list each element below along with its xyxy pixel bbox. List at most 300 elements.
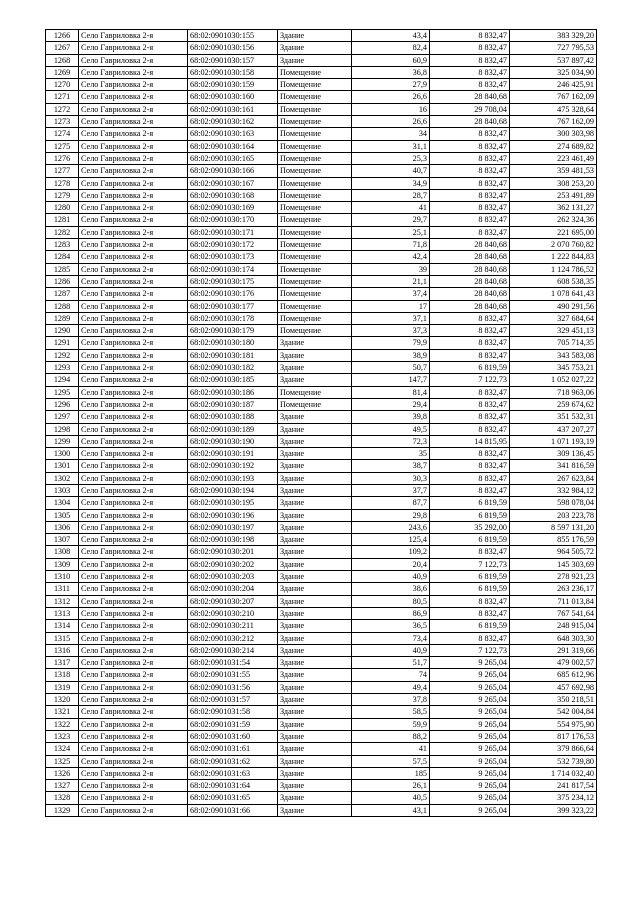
cadastral-value-cell: 598 078,04 (510, 497, 597, 509)
specific-value-cell: 8 832,47 (430, 66, 510, 78)
object-type-cell: Помещение (278, 128, 352, 140)
table-row (46, 325, 597, 337)
table-row (46, 484, 597, 496)
cadastral-number-cell: 68:02:0901030:159 (188, 79, 278, 91)
table-row (46, 189, 597, 201)
cadastral-value-cell: 291 319,66 (510, 644, 597, 656)
table-row (46, 644, 597, 656)
area-cell: 21,1 (352, 275, 430, 287)
area-cell: 36,8 (352, 66, 430, 78)
cadastral-value-cell: 1 124 786,52 (510, 263, 597, 275)
specific-value-cell: 8 832,47 (430, 226, 510, 238)
area-cell: 58,5 (352, 706, 430, 718)
settlement-cell: Село Гавриловка 2-я (79, 669, 188, 681)
specific-value-cell: 8 832,47 (430, 128, 510, 140)
area-cell: 41 (352, 202, 430, 214)
table-row (46, 54, 597, 66)
settlement-cell: Село Гавриловка 2-я (79, 620, 188, 632)
settlement-cell: Село Гавриловка 2-я (79, 497, 188, 509)
cadastral-number-cell: 68:02:0901030:198 (188, 534, 278, 546)
table-row (46, 30, 597, 42)
object-type-cell: Здание (278, 767, 352, 779)
area-cell: 43,1 (352, 804, 430, 816)
cadastral-number-cell: 68:02:0901030:166 (188, 165, 278, 177)
cadastral-number-cell: 68:02:0901030:165 (188, 152, 278, 164)
table-row (46, 152, 597, 164)
specific-value-cell: 8 832,47 (430, 386, 510, 398)
row-number-cell: 1279 (46, 189, 79, 201)
area-cell: 50,7 (352, 362, 430, 374)
settlement-cell: Село Гавриловка 2-я (79, 558, 188, 570)
row-number-cell: 1306 (46, 521, 79, 533)
table-row (46, 767, 597, 779)
specific-value-cell: 6 819,59 (430, 571, 510, 583)
specific-value-cell: 7 122,73 (430, 558, 510, 570)
row-number-cell: 1281 (46, 214, 79, 226)
settlement-cell: Село Гавриловка 2-я (79, 312, 188, 324)
cadastral-value-cell: 457 692,98 (510, 681, 597, 693)
object-type-cell: Здание (278, 644, 352, 656)
cadastral-value-cell: 345 753,21 (510, 362, 597, 374)
cadastral-value-cell: 308 253,20 (510, 177, 597, 189)
table-row (46, 607, 597, 619)
area-cell: 26,6 (352, 91, 430, 103)
object-type-cell: Помещение (278, 312, 352, 324)
area-cell: 29,4 (352, 398, 430, 410)
row-number-cell: 1323 (46, 730, 79, 742)
cadastral-number-cell: 68:02:0901030:201 (188, 546, 278, 558)
document-page (45, 29, 597, 817)
specific-value-cell: 6 819,59 (430, 497, 510, 509)
specific-value-cell: 8 832,47 (430, 42, 510, 54)
area-cell: 37,4 (352, 288, 430, 300)
cadastral-number-cell: 68:02:0901030:211 (188, 620, 278, 632)
object-type-cell: Помещение (278, 152, 352, 164)
cadastral-number-cell: 68:02:0901030:187 (188, 398, 278, 410)
cadastral-number-cell: 68:02:0901030:163 (188, 128, 278, 140)
row-number-cell: 1315 (46, 632, 79, 644)
area-cell: 35 (352, 448, 430, 460)
area-cell: 49,4 (352, 681, 430, 693)
object-type-cell: Здание (278, 42, 352, 54)
row-number-cell: 1328 (46, 792, 79, 804)
settlement-cell: Село Гавриловка 2-я (79, 571, 188, 583)
object-type-cell: Здание (278, 706, 352, 718)
specific-value-cell: 8 832,47 (430, 30, 510, 42)
settlement-cell: Село Гавриловка 2-я (79, 743, 188, 755)
object-type-cell: Здание (278, 423, 352, 435)
cadastral-number-cell: 68:02:0901030:214 (188, 644, 278, 656)
specific-value-cell: 9 265,04 (430, 694, 510, 706)
area-cell: 74 (352, 669, 430, 681)
specific-value-cell: 8 832,47 (430, 595, 510, 607)
cadastral-value-cell: 608 538,35 (510, 275, 597, 287)
cadastral-value-table (45, 29, 597, 817)
specific-value-cell: 6 819,59 (430, 583, 510, 595)
cadastral-value-cell: 145 303,69 (510, 558, 597, 570)
area-cell: 26,6 (352, 116, 430, 128)
cadastral-value-cell: 246 425,91 (510, 79, 597, 91)
specific-value-cell: 9 265,04 (430, 743, 510, 755)
area-cell: 72,3 (352, 435, 430, 447)
object-type-cell: Здание (278, 730, 352, 742)
cadastral-number-cell: 68:02:0901031:61 (188, 743, 278, 755)
row-number-cell: 1318 (46, 669, 79, 681)
specific-value-cell: 9 265,04 (430, 681, 510, 693)
row-number-cell: 1288 (46, 300, 79, 312)
cadastral-number-cell: 68:02:0901031:54 (188, 657, 278, 669)
table-row (46, 374, 597, 386)
specific-value-cell: 8 832,47 (430, 632, 510, 644)
row-number-cell: 1324 (46, 743, 79, 755)
cadastral-number-cell: 68:02:0901030:195 (188, 497, 278, 509)
cadastral-value-cell: 223 461,49 (510, 152, 597, 164)
object-type-cell: Помещение (278, 398, 352, 410)
row-number-cell: 1312 (46, 595, 79, 607)
cadastral-number-cell: 68:02:0901031:65 (188, 792, 278, 804)
cadastral-value-cell: 300 303,98 (510, 128, 597, 140)
table-row (46, 632, 597, 644)
area-cell: 86,9 (352, 607, 430, 619)
table-row (46, 558, 597, 570)
table-row (46, 472, 597, 484)
object-type-cell: Здание (278, 792, 352, 804)
area-cell: 34 (352, 128, 430, 140)
cadastral-number-cell: 68:02:0901030:174 (188, 263, 278, 275)
cadastral-value-cell: 399 323,22 (510, 804, 597, 816)
cadastral-value-cell: 362 131,27 (510, 202, 597, 214)
row-number-cell: 1296 (46, 398, 79, 410)
row-number-cell: 1320 (46, 694, 79, 706)
row-number-cell: 1314 (46, 620, 79, 632)
area-cell: 25,1 (352, 226, 430, 238)
cadastral-value-cell: 475 328,64 (510, 103, 597, 115)
specific-value-cell: 8 832,47 (430, 472, 510, 484)
specific-value-cell: 9 265,04 (430, 669, 510, 681)
cadastral-value-cell: 817 176,53 (510, 730, 597, 742)
specific-value-cell: 8 832,47 (430, 448, 510, 460)
area-cell: 39,8 (352, 411, 430, 423)
settlement-cell: Село Гавриловка 2-я (79, 152, 188, 164)
table-row (46, 398, 597, 410)
settlement-cell: Село Гавриловка 2-я (79, 91, 188, 103)
object-type-cell: Здание (278, 435, 352, 447)
specific-value-cell: 14 815,95 (430, 435, 510, 447)
specific-value-cell: 8 832,47 (430, 325, 510, 337)
object-type-cell: Помещение (278, 165, 352, 177)
row-number-cell: 1300 (46, 448, 79, 460)
row-number-cell: 1305 (46, 509, 79, 521)
area-cell: 38,6 (352, 583, 430, 595)
settlement-cell: Село Гавриловка 2-я (79, 730, 188, 742)
cadastral-value-cell: 263 236,17 (510, 583, 597, 595)
row-number-cell: 1275 (46, 140, 79, 152)
settlement-cell: Село Гавриловка 2-я (79, 251, 188, 263)
specific-value-cell: 8 832,47 (430, 423, 510, 435)
cadastral-number-cell: 68:02:0901030:176 (188, 288, 278, 300)
specific-value-cell: 8 832,47 (430, 140, 510, 152)
area-cell: 59,9 (352, 718, 430, 730)
object-type-cell: Здание (278, 669, 352, 681)
table-row (46, 411, 597, 423)
table-row (46, 780, 597, 792)
area-cell: 38,7 (352, 460, 430, 472)
object-type-cell: Здание (278, 509, 352, 521)
object-type-cell: Здание (278, 411, 352, 423)
table-row (46, 497, 597, 509)
object-type-cell: Помещение (278, 202, 352, 214)
table-row (46, 509, 597, 521)
row-number-cell: 1278 (46, 177, 79, 189)
area-cell: 185 (352, 767, 430, 779)
table-row (46, 435, 597, 447)
cadastral-number-cell: 68:02:0901030:203 (188, 571, 278, 583)
object-type-cell: Здание (278, 804, 352, 816)
cadastral-value-cell: 351 532,31 (510, 411, 597, 423)
specific-value-cell: 9 265,04 (430, 792, 510, 804)
specific-value-cell: 9 265,04 (430, 730, 510, 742)
object-type-cell: Помещение (278, 214, 352, 226)
settlement-cell: Село Гавриловка 2-я (79, 386, 188, 398)
area-cell: 125,4 (352, 534, 430, 546)
cadastral-number-cell: 68:02:0901030:158 (188, 66, 278, 78)
settlement-cell: Село Гавриловка 2-я (79, 140, 188, 152)
area-cell: 37,7 (352, 484, 430, 496)
row-number-cell: 1271 (46, 91, 79, 103)
table-row (46, 362, 597, 374)
table-row (46, 202, 597, 214)
object-type-cell: Здание (278, 472, 352, 484)
specific-value-cell: 8 832,47 (430, 484, 510, 496)
object-type-cell: Здание (278, 337, 352, 349)
cadastral-value-cell: 767 162,09 (510, 116, 597, 128)
cadastral-number-cell: 68:02:0901031:63 (188, 767, 278, 779)
settlement-cell: Село Гавриловка 2-я (79, 189, 188, 201)
object-type-cell: Здание (278, 718, 352, 730)
table-row (46, 792, 597, 804)
cadastral-value-cell: 332 984,12 (510, 484, 597, 496)
row-number-cell: 1266 (46, 30, 79, 42)
cadastral-value-cell: 221 695,00 (510, 226, 597, 238)
area-cell: 109,2 (352, 546, 430, 558)
specific-value-cell: 8 832,47 (430, 460, 510, 472)
table-row (46, 657, 597, 669)
row-number-cell: 1311 (46, 583, 79, 595)
cadastral-value-cell: 705 714,35 (510, 337, 597, 349)
cadastral-value-cell: 685 612,96 (510, 669, 597, 681)
row-number-cell: 1304 (46, 497, 79, 509)
row-number-cell: 1280 (46, 202, 79, 214)
cadastral-number-cell: 68:02:0901031:57 (188, 694, 278, 706)
object-type-cell: Помещение (278, 275, 352, 287)
area-cell: 40,7 (352, 165, 430, 177)
specific-value-cell: 8 832,47 (430, 411, 510, 423)
settlement-cell: Село Гавриловка 2-я (79, 362, 188, 374)
specific-value-cell: 6 819,59 (430, 362, 510, 374)
row-number-cell: 1301 (46, 460, 79, 472)
table-row (46, 730, 597, 742)
table-row (46, 448, 597, 460)
settlement-cell: Село Гавриловка 2-я (79, 644, 188, 656)
table-row (46, 140, 597, 152)
table-row (46, 239, 597, 251)
table-row (46, 349, 597, 361)
settlement-cell: Село Гавриловка 2-я (79, 694, 188, 706)
table-row (46, 620, 597, 632)
cadastral-value-cell: 855 176,59 (510, 534, 597, 546)
row-number-cell: 1327 (46, 780, 79, 792)
row-number-cell: 1297 (46, 411, 79, 423)
cadastral-value-cell: 648 303,30 (510, 632, 597, 644)
area-cell: 87,7 (352, 497, 430, 509)
settlement-cell: Село Гавриловка 2-я (79, 30, 188, 42)
table-row (46, 386, 597, 398)
specific-value-cell: 9 265,04 (430, 804, 510, 816)
area-cell: 25,3 (352, 152, 430, 164)
area-cell: 41 (352, 743, 430, 755)
settlement-cell: Село Гавриловка 2-я (79, 657, 188, 669)
object-type-cell: Здание (278, 30, 352, 42)
row-number-cell: 1277 (46, 165, 79, 177)
object-type-cell: Помещение (278, 91, 352, 103)
specific-value-cell: 29 708,04 (430, 103, 510, 115)
cadastral-number-cell: 68:02:0901030:207 (188, 595, 278, 607)
cadastral-number-cell: 68:02:0901030:212 (188, 632, 278, 644)
specific-value-cell: 9 265,04 (430, 718, 510, 730)
area-cell: 40,9 (352, 644, 430, 656)
settlement-cell: Село Гавриловка 2-я (79, 214, 188, 226)
cadastral-number-cell: 68:02:0901030:210 (188, 607, 278, 619)
table-row (46, 79, 597, 91)
row-number-cell: 1286 (46, 275, 79, 287)
object-type-cell: Помещение (278, 263, 352, 275)
table-row (46, 66, 597, 78)
settlement-cell: Село Гавриловка 2-я (79, 202, 188, 214)
row-number-cell: 1268 (46, 54, 79, 66)
area-cell: 88,2 (352, 730, 430, 742)
specific-value-cell: 8 832,47 (430, 349, 510, 361)
settlement-cell: Село Гавриловка 2-я (79, 42, 188, 54)
row-number-cell: 1329 (46, 804, 79, 816)
specific-value-cell: 28 840,68 (430, 116, 510, 128)
row-number-cell: 1287 (46, 288, 79, 300)
cadastral-number-cell: 68:02:0901030:164 (188, 140, 278, 152)
row-number-cell: 1303 (46, 484, 79, 496)
settlement-cell: Село Гавриловка 2-я (79, 66, 188, 78)
specific-value-cell: 28 840,68 (430, 300, 510, 312)
cadastral-number-cell: 68:02:0901030:202 (188, 558, 278, 570)
cadastral-number-cell: 68:02:0901031:56 (188, 681, 278, 693)
specific-value-cell: 8 832,47 (430, 546, 510, 558)
row-number-cell: 1307 (46, 534, 79, 546)
settlement-cell: Село Гавриловка 2-я (79, 411, 188, 423)
cadastral-number-cell: 68:02:0901030:186 (188, 386, 278, 398)
settlement-cell: Село Гавриловка 2-я (79, 546, 188, 558)
cadastral-value-cell: 554 975,90 (510, 718, 597, 730)
row-number-cell: 1302 (46, 472, 79, 484)
row-number-cell: 1284 (46, 251, 79, 263)
object-type-cell: Здание (278, 694, 352, 706)
specific-value-cell: 9 265,04 (430, 706, 510, 718)
specific-value-cell: 8 832,47 (430, 165, 510, 177)
object-type-cell: Помещение (278, 189, 352, 201)
cadastral-value-cell: 767 162,09 (510, 91, 597, 103)
cadastral-number-cell: 68:02:0901030:178 (188, 312, 278, 324)
table-row (46, 804, 597, 816)
settlement-cell: Село Гавриловка 2-я (79, 792, 188, 804)
row-number-cell: 1273 (46, 116, 79, 128)
row-number-cell: 1298 (46, 423, 79, 435)
row-number-cell: 1290 (46, 325, 79, 337)
table-row (46, 91, 597, 103)
cadastral-number-cell: 68:02:0901030:156 (188, 42, 278, 54)
table-row (46, 423, 597, 435)
area-cell: 39 (352, 263, 430, 275)
cadastral-number-cell: 68:02:0901031:59 (188, 718, 278, 730)
area-cell: 60,9 (352, 54, 430, 66)
area-cell: 37,8 (352, 694, 430, 706)
cadastral-value-cell: 1 052 027,22 (510, 374, 597, 386)
settlement-cell: Село Гавриловка 2-я (79, 275, 188, 287)
area-cell: 29,8 (352, 509, 430, 521)
settlement-cell: Село Гавриловка 2-я (79, 583, 188, 595)
object-type-cell: Помещение (278, 325, 352, 337)
specific-value-cell: 8 832,47 (430, 337, 510, 349)
cadastral-number-cell: 68:02:0901030:181 (188, 349, 278, 361)
cadastral-number-cell: 68:02:0901030:185 (188, 374, 278, 386)
specific-value-cell: 8 832,47 (430, 152, 510, 164)
object-type-cell: Здание (278, 681, 352, 693)
cadastral-value-cell: 274 689,82 (510, 140, 597, 152)
cadastral-number-cell: 68:02:0901031:55 (188, 669, 278, 681)
row-number-cell: 1270 (46, 79, 79, 91)
object-type-cell: Здание (278, 534, 352, 546)
cadastral-number-cell: 68:02:0901030:197 (188, 521, 278, 533)
row-number-cell: 1292 (46, 349, 79, 361)
object-type-cell: Здание (278, 546, 352, 558)
row-number-cell: 1319 (46, 681, 79, 693)
object-type-cell: Здание (278, 448, 352, 460)
settlement-cell: Село Гавриловка 2-я (79, 484, 188, 496)
cadastral-number-cell: 68:02:0901030:177 (188, 300, 278, 312)
row-number-cell: 1285 (46, 263, 79, 275)
object-type-cell: Помещение (278, 300, 352, 312)
specific-value-cell: 6 819,59 (430, 509, 510, 521)
area-cell: 243,6 (352, 521, 430, 533)
object-type-cell: Здание (278, 362, 352, 374)
cadastral-value-cell: 203 223,78 (510, 509, 597, 521)
cadastral-value-cell: 767 541,64 (510, 607, 597, 619)
cadastral-number-cell: 68:02:0901030:155 (188, 30, 278, 42)
specific-value-cell: 9 265,04 (430, 767, 510, 779)
cadastral-number-cell: 68:02:0901030:192 (188, 460, 278, 472)
specific-value-cell: 9 265,04 (430, 780, 510, 792)
object-type-cell: Помещение (278, 140, 352, 152)
cadastral-number-cell: 68:02:0901030:171 (188, 226, 278, 238)
cadastral-number-cell: 68:02:0901030:189 (188, 423, 278, 435)
row-number-cell: 1313 (46, 607, 79, 619)
cadastral-number-cell: 68:02:0901030:173 (188, 251, 278, 263)
area-cell: 79,9 (352, 337, 430, 349)
specific-value-cell: 28 840,68 (430, 263, 510, 275)
cadastral-number-cell: 68:02:0901030:161 (188, 103, 278, 115)
cadastral-number-cell: 68:02:0901030:179 (188, 325, 278, 337)
cadastral-number-cell: 68:02:0901030:170 (188, 214, 278, 226)
cadastral-value-cell: 711 013,84 (510, 595, 597, 607)
settlement-cell: Село Гавриловка 2-я (79, 804, 188, 816)
area-cell: 71,8 (352, 239, 430, 251)
settlement-cell: Село Гавриловка 2-я (79, 718, 188, 730)
